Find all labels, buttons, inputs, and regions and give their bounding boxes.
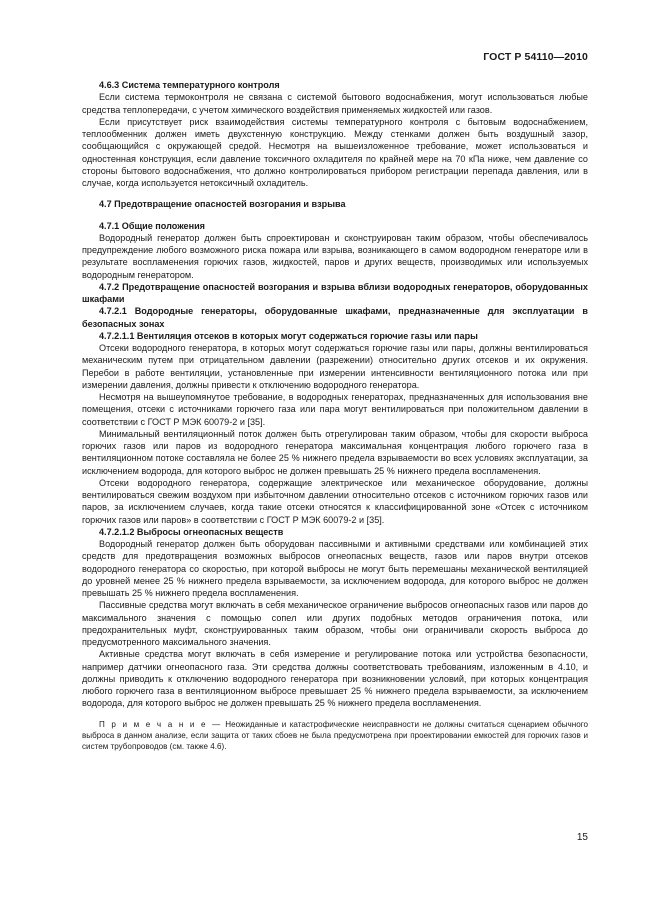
paragraph-body: Несмотря на вышеупомянутое требование, в водородных генераторах, предназначенных для использования вне помещения, отсеки с источниками горючего газа или пара могут вентилироваться при положительном давлении в соответствии с ГОСТ Р МЭК 60079-2 и [35].	[82, 392, 588, 427]
paragraph-body: Отсеки водородного генератора, содержащие электрическое или механическое оборудование, должны вентилироваться свежим воздухом при избыточном давлении относительно отсеков с источником горючих газов или паров, за исключением случаев, когда такие отсеки относятся к классифицированной зоне «Отсек с источником горючих газов или паров» в соответствии с ГОСТ Р МЭК 60079-2 и [35].	[82, 477, 588, 525]
note-label: П р и м е ч а н и е —	[99, 719, 222, 729]
note-paragraph	[82, 719, 588, 752]
paragraph-body: Если присутствует риск взаимодействия системы температурного контроля с бытовым водоснабжением, теплообменник должен иметь двухстенную конструкцию. Между стенками должен быть воздушный зазор, сообщающийся с окружающей средой. Несмотря на вышеизложенное требование, может использоваться и одностенная конструкция, если давление токсичного охладителя по крайней мере на 70 кПа ниже, чем давление со стороны бытового водоснабжения, что должно контролироваться прибором регистрации перепада давления, или в случае, когда используется нетоксичный охладитель.	[82, 116, 588, 188]
page-number: 15	[576, 832, 588, 843]
section-heading-4-7-2: 4.7.2 Предотвращение опасностей возгорания и взрыва вблизи водородных генераторов, оборудованных шкафами	[82, 281, 588, 304]
paragraph-body: Водородный генератор должен быть оборудован пассивными и активными средствами или комбинацией этих средств для предотвращения возможных выбросов огнеопасных веществ, газов или паров внутри отсеков водородного генератора со скоростью, при которой выбросы не могут быть перемешаны механической вентиляцией до уровней менее 25 % нижнего предела взрываемости, за исключением водорода, для которого выброс не должен превышать 25 % нижнего предела воспламенения.	[82, 539, 588, 598]
section-heading-4-7-2-1: 4.7.2.1 Водородные генераторы, оборудованные шкафами, предназначенные для эксплуатации в безопасных зонах	[82, 306, 588, 329]
paragraph-body: Минимальный вентиляционный поток должен быть отрегулирован таким образом, чтобы для скорости выброса горючих газов или паров из водородного генератора максимальная концентрация любого горючего газа в вентиляционном потоке составляла не более 25 % нижнего предела взрываемости во всех условиях эксплуатации, за исключением водорода, для которого выброс не должен превышать 25 % нижнего предела воспламенения.	[82, 428, 588, 476]
section-heading-4-7: 4.7 Предотвращение опасностей возгорания и взрыва	[99, 199, 346, 210]
paragraph-body: Если система термоконтроля не связана с системой бытового водоснабжения, могут использоваться любые средства теплопередачи, с учетом химического воздействия применяемых жидкостей или газов.	[82, 92, 588, 115]
note-text: Неожиданные и катастрофические неисправности не должны считаться сценарием обычного выброса в данном анализе, если защита от таких сбоев не была предусмотрена при проектировании емкостей для горючих газов и систем трубопроводов (см. также 4.6).	[82, 719, 589, 751]
paragraph-body: Активные средства могут включать в себя измерение и регулирование потока или устройства безопасности, например датчики огнеопасного газа. Эти средства должны соответствовать требованиям, изложенным в 4.10, и должны приводить к отключению водородного генератора при возникновении условий, при которых концентрация любого горючего газа в вентиляционном выбросе превышает 25 % нижнего предела взрываемости, за исключением водорода, для которого выброс не должен превышать 25 % нижнего предела воспламенения.	[82, 649, 588, 709]
section-heading-4-7-1: 4.7.1 Общие положения	[99, 220, 205, 231]
section-heading-4-7-2-1-2: 4.7.2.1.2 Выбросы огнеопасных веществ	[99, 526, 284, 537]
page-content	[82, 79, 588, 752]
section-heading-4-6-3: 4.6.3 Система температурного контроля	[99, 80, 280, 90]
standard-code-header: ГОСТ Р 54110—2010	[483, 51, 588, 63]
paragraph-body: Пассивные средства могут включать в себя механическое ограничение выбросов огнеопасных газов или паров до максимального значения с помощью сопел или других подобных методов ограничения потока, или предохранительных муфт, сконструированных таким образом, чтобы они ограничивали скорость выброса до предусмотренного максимального значения.	[82, 600, 588, 647]
section-heading-4-7-2-1-1: 4.7.2.1.1 Вентиляция отсеков в которых могут содержаться горючие газы или пары	[99, 330, 478, 341]
paragraph-body: Водородный генератор должен быть спроектирован и сконструирован таким образом, чтобы обеспечивалось предупреждение любого возможного риска пожара или взрыва, возникающего в самом водородном генераторе или в результате воспламенения горючих газов, жидкостей, паров и других веществ, производимых или используемых водородным генератором.	[82, 232, 588, 280]
paragraph-body: Отсеки водородного генератора, в которых могут содержаться горючие газы или пары, должны вентилироваться механическим путем при отрицательном давлении (разрежении) относительно других отсеков и их окружения. Перебои в работе вентиляции, установленные при измерении интенсивности вентиляционного потока или при измерении давления, должны привести к отключению водородного генератора.	[82, 343, 588, 390]
